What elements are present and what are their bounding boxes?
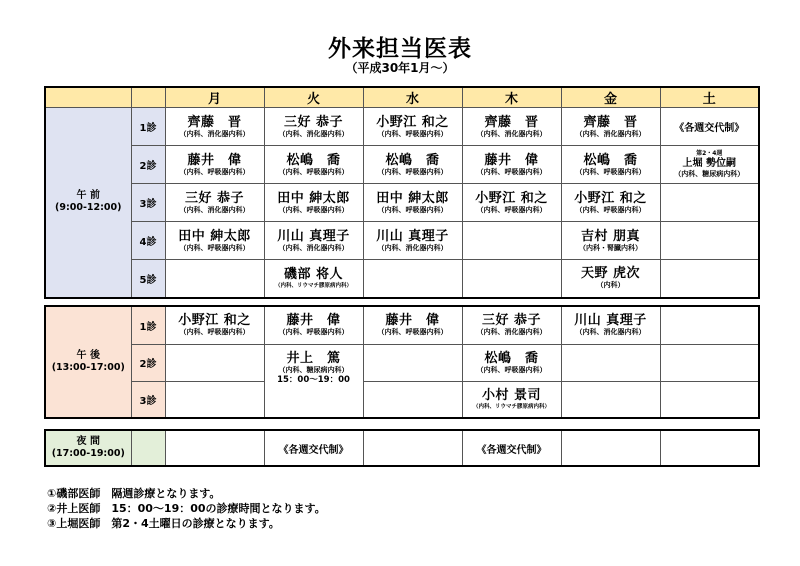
empty-cell [660,306,759,344]
doctor-name: 松嶋 喬 [385,152,440,168]
slot-label: 5診 [131,260,165,298]
empty-cell [660,222,759,260]
empty-cell [363,260,462,298]
table-row [45,146,759,184]
doctor-cell [462,381,561,418]
page-title: 外来担当医表 [328,36,472,62]
doctor-specialty: （内科、呼吸器内科） [278,205,349,214]
empty-cell [363,381,462,418]
doctor-specialty: （内科、呼吸器内科） [377,205,448,214]
consultation-hours: 15：00～19：00 [277,374,350,385]
empty-cell [660,184,759,222]
doctor-name: 齊藤 晋 [583,114,638,130]
doctor-name: 齊藤 晋 [484,114,539,130]
doctor-cell [462,184,561,222]
doctor-specialty: （内科、呼吸器内科） [575,205,646,214]
doctor-specialty: （内科、呼吸器内科） [377,129,448,138]
slot-label: 2診 [131,146,165,184]
doctor-cell [264,184,363,222]
period-label: 夜 間 [76,436,100,447]
day-header-mon: 月 [165,87,264,108]
day-header-wed: 水 [363,87,462,108]
doctor-cell [264,306,363,344]
doctor-cell [561,222,660,260]
doctor-cell [264,260,363,298]
rotation-note: 《各週交代制》 [476,444,547,456]
doctor-specialty: （内科、消化器内科） [575,129,646,138]
doctor-cell [363,222,462,260]
doctor-cell [165,306,264,344]
table-row [45,222,759,260]
evening-schedule-table [44,429,760,467]
doctor-specialty: （内科、糖尿病内科） [278,365,349,374]
doctor-specialty: （内科、消化器内科） [278,243,349,252]
empty-cell [165,381,264,418]
doctor-specialty: （内科、消化器内科） [575,328,646,337]
doctor-specialty: （内科、呼吸器内科） [278,328,349,337]
doctor-cell [264,344,363,418]
doctor-name: 田中 紳太郎 [376,190,449,206]
rotation-note: 《各週交代制》 [278,444,349,456]
doctor-name: 田中 紳太郎 [277,190,350,206]
period-time: (9:00-12:00) [55,202,122,214]
footnote: ③上堀医師 第2・4土曜日の診療となります。 [47,517,280,530]
empty-cell [660,260,759,298]
doctor-specialty: （内科、呼吸器内科） [179,328,250,337]
day-header-fri: 金 [561,87,660,108]
doctor-cell [264,146,363,184]
doctor-specialty: （内科、消化器内科） [476,328,547,337]
doctor-cell [561,146,660,184]
doctor-cell [561,260,660,298]
doctor-name: 小村 景司 [481,387,542,403]
doctor-cell [264,222,363,260]
header-blank [131,87,165,108]
doctor-name: 天野 虎次 [580,266,641,282]
period-time: (17:00-19:00) [51,448,125,459]
period-afternoon [45,306,131,418]
day-header-tue: 火 [264,87,363,108]
footnote: ②井上医師 15：00～19：00の診療時間となります。 [47,502,326,515]
doctor-specialty: （内科、呼吸器内科） [278,167,349,176]
day-header-sat: 土 [660,87,759,108]
doctor-name: 小野江 和之 [574,190,647,206]
empty-cell [363,344,462,381]
period-time: (13:00-17:00) [51,362,125,373]
empty-cell [165,430,264,466]
doctor-name: 小野江 和之 [178,313,251,329]
doctor-cell [462,146,561,184]
slot-label: 3診 [131,184,165,222]
doctor-name: 松嶋 喬 [286,152,341,168]
slot-label: 2診 [131,344,165,381]
table-row [45,184,759,222]
empty-cell [165,344,264,381]
doctor-specialty: （内科、糖尿病内科） [674,170,745,178]
empty-cell [660,430,759,466]
doctor-cell [363,184,462,222]
doctor-name: 吉村 朋真 [580,228,641,244]
table-row [45,381,759,418]
doctor-specialty: （内科、呼吸器内科） [476,167,547,176]
header-blank [45,87,131,108]
empty-cell [462,260,561,298]
doctor-specialty: （内科、呼吸器内科） [377,167,448,176]
doctor-specialty: （内科、呼吸器内科） [476,365,547,374]
table-row [45,108,759,146]
doctor-name: 井上 篤 [286,350,341,366]
slot-label: 4診 [131,222,165,260]
table-row [45,306,759,344]
empty-cell [165,260,264,298]
empty-cell [561,381,660,418]
period-evening [45,430,131,466]
doctor-cell [165,146,264,184]
doctor-name: 川山 真理子 [574,313,647,329]
slot-label: 3診 [131,381,165,418]
empty-cell [462,222,561,260]
doctor-cell [165,184,264,222]
doctor-cell [264,108,363,146]
doctor-specialty: （内科） [596,281,625,290]
doctor-specialty: （内科、リウマチ膠原病内科） [274,282,352,289]
period-label: 午 後 [76,350,100,361]
empty-cell [561,344,660,381]
doctor-specialty: （内科、消化器内科） [179,129,250,138]
doctor-name: 川山 真理子 [277,228,350,244]
table-row [45,260,759,298]
doctor-name: 小野江 和之 [475,190,548,206]
doctor-cell [561,184,660,222]
doctor-name: 藤井 偉 [385,313,440,329]
doctor-name: 藤井 偉 [187,152,242,168]
empty-cell [363,430,462,466]
doctor-cell [165,222,264,260]
doctor-cell [462,344,561,381]
empty-cell [660,381,759,418]
doctor-cell [660,146,759,184]
doctor-cell [462,108,561,146]
doctor-specialty: （内科、呼吸器内科） [179,243,250,252]
doctor-name: 田中 紳太郎 [178,228,251,244]
week-note: 第2・4週 [696,150,723,157]
doctor-name: 藤井 偉 [286,313,341,329]
doctor-cell [363,108,462,146]
slot-label: 1診 [131,306,165,344]
slot-label: 1診 [131,108,165,146]
doctor-name: 松嶋 喬 [484,350,539,366]
rotation-cell [462,430,561,466]
slot-blank [131,430,165,466]
doctor-specialty: （内科、呼吸器内科） [377,328,448,337]
doctor-specialty: （内科・腎臓内科） [579,243,642,252]
doctor-specialty: （内科、消化器内科） [377,243,448,252]
doctor-cell [165,108,264,146]
rotation-cell [660,108,759,146]
day-header-thu: 木 [462,87,561,108]
doctor-cell [462,306,561,344]
doctor-specialty: （内科、消化器内科） [278,129,349,138]
doctor-name: 齊藤 晋 [187,114,242,130]
table-row [45,344,759,381]
day-header-row [45,87,759,108]
doctor-specialty: （内科、リウマチ膠原病内科） [472,403,550,410]
doctor-specialty: （内科、呼吸器内科） [575,167,646,176]
doctor-name: 三好 恭子 [481,313,542,329]
page-subtitle: （平成30年1月～） [345,61,455,75]
doctor-cell [561,306,660,344]
doctor-name: 磯部 将人 [283,266,344,282]
doctor-cell [363,146,462,184]
doctor-specialty: （内科、消化器内科） [476,129,547,138]
doctor-name: 小野江 和之 [376,114,449,130]
footnote: ①磯部医師 隔週診療となります。 [47,487,221,500]
afternoon-schedule-table [44,305,760,419]
footnotes [47,486,326,531]
empty-cell [660,344,759,381]
doctor-specialty: （内科、消化器内科） [179,205,250,214]
doctor-name: 三好 恭子 [283,114,344,130]
doctor-name: 川山 真理子 [376,228,449,244]
empty-cell [561,430,660,466]
doctor-cell [561,108,660,146]
doctor-cell [363,306,462,344]
doctor-specialty: （内科、呼吸器内科） [179,167,250,176]
doctor-name: 上堀 勢位嗣 [682,158,736,169]
doctor-name: 藤井 偉 [484,152,539,168]
period-label: 午 前 [76,190,100,202]
rotation-note: 《各週交代制》 [674,123,745,134]
doctor-specialty: （内科、呼吸器内科） [476,205,547,214]
period-morning [45,108,131,298]
rotation-cell [264,430,363,466]
doctor-name: 松嶋 喬 [583,152,638,168]
doctor-name: 三好 恭子 [184,190,245,206]
table-row [45,430,759,466]
morning-schedule-table [44,86,760,299]
